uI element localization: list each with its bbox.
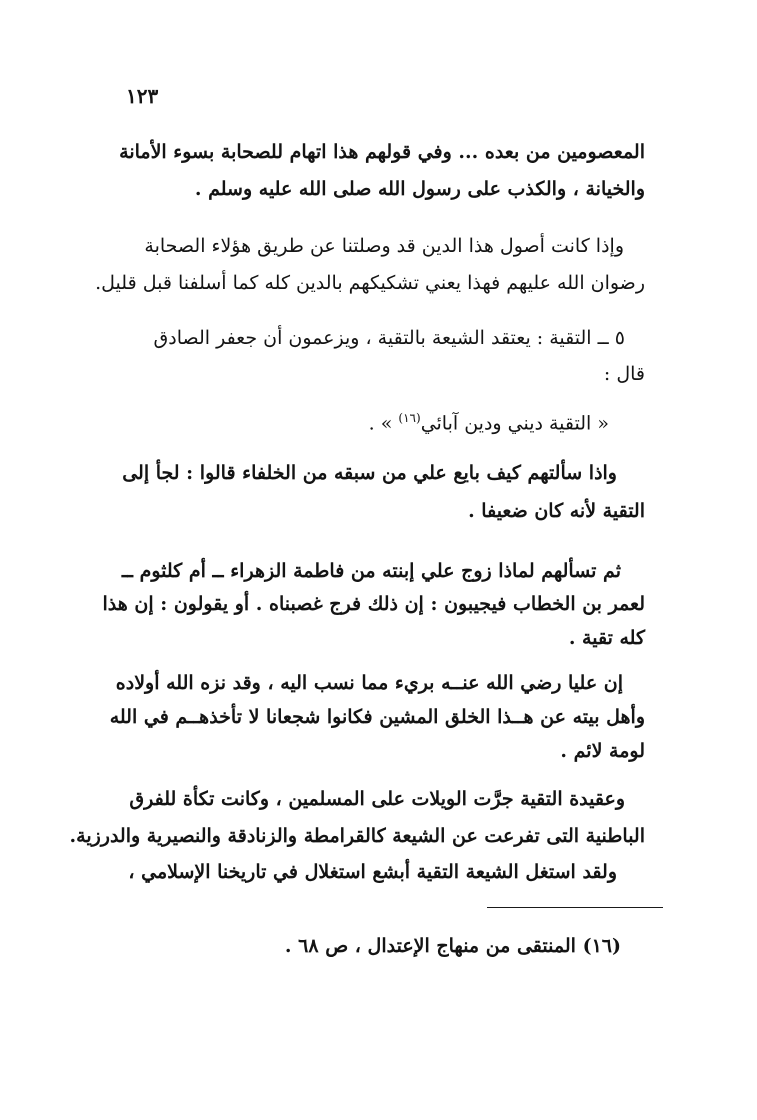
text-line: وإذا كانت أصول هذا الدين قد وصلتنا عن طريق هؤلاء الصحابة [144,235,624,257]
quote-line [369,404,609,437]
text-line: قال : [603,363,645,385]
text-line: كله تقية . [568,627,645,649]
footnote-reference: (١٦) [398,411,421,425]
text-line: وأهل بيته عن هــذا الخلق المشين فكانوا شجعانا لا تأخذهــم في الله [109,706,645,728]
page-number: ١٢٣ [126,84,159,108]
footnote-divider [487,907,663,908]
footnote-marker: (١٦) [582,935,621,957]
quote-end: » . [368,412,393,435]
text-line: ٥ ــ التقية : يعتقد الشيعة بالتقية ، ويزعمون أن جعفر الصادق [153,327,625,349]
text-line: إن عليا رضي الله عنــه بريء مما نسب اليه ، وقد نزه الله أولاده [115,672,623,694]
text-line: لعمر بن الخطاب فيجيبون : إن ذلك فرج غصبناه . أو يقولون : إن هذا [102,593,645,615]
text-line: التقية لأنه كان ضعيفا . [468,500,645,522]
text-line: المعصومين من بعده ... وفي قولهم هذا اتهام للصحابة بسوء الأمانة [119,141,645,163]
text-line: والخيانة ، والكذب على رسول الله صلى الله عليه وسلم . [194,178,645,200]
footnote [285,932,621,960]
footnote-text: المنتقى من منهاج الإعتدال ، ص ٦٨ . [284,935,576,957]
quote-text: « التقية ديني ودين آبائي [420,412,609,435]
text-line: ولقد استغل الشيعة التقية أبشع استغلال في تاريخنا الإسلامي ، [128,861,617,883]
text-line: لومة لائم . [560,740,645,762]
text-line: وعقيدة التقية جرَّت الويلات على المسلمين ، وكانت تكأة للفرق [129,788,625,810]
text-line: ثم تسألهم لماذا زوج علي إبنته من فاطمة الزهراء ــ أم كلثوم ــ [121,560,621,582]
text-line: رضوان الله عليهم فهذا يعني تشكيكهم بالدين كله كما أسلفنا قبل قليل. [95,272,645,294]
text-line: الباطنية التى تفرعت عن الشيعة كالقرامطة والزنادقة والنصيرية والدرزية. [69,825,645,847]
text-line: واذا سألتهم كيف بايع علي من سبقه من الخلفاء قالوا : لجأ إلى [122,462,617,484]
